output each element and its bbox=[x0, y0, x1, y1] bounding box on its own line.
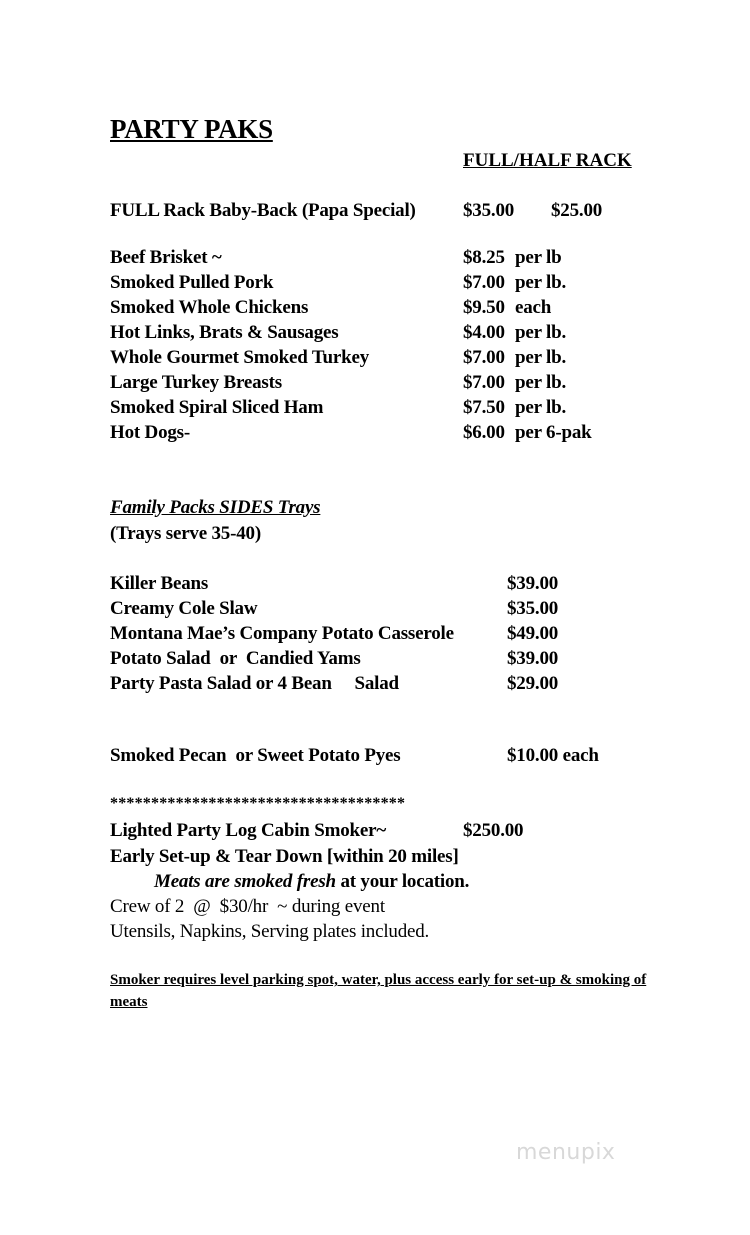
side-name: Party Pasta Salad or 4 Bean Salad bbox=[110, 673, 399, 694]
special-item-name: FULL Rack Baby-Back (Papa Special) bbox=[110, 200, 416, 221]
side-price: $39.00 bbox=[507, 573, 559, 594]
requirement-note: Smoker requires level parking spot, water, plus access early for set-up & smoking of meats bbox=[110, 972, 647, 1010]
meat-price: $7.00 bbox=[463, 272, 505, 293]
side-name: Potato Salad or Candied Yams bbox=[110, 648, 361, 669]
pyes-name: Smoked Pecan or Sweet Potato Pyes bbox=[110, 745, 401, 766]
fresh-line bbox=[154, 871, 469, 893]
side-name: Montana Mae’s Company Potato Casserole bbox=[110, 623, 454, 644]
meat-price: $7.00 bbox=[463, 372, 505, 393]
meat-price: $4.00 bbox=[463, 322, 505, 343]
meat-unit: per lb. bbox=[515, 397, 567, 418]
side-name: Creamy Cole Slaw bbox=[110, 598, 258, 619]
fresh-italic: Meats are smoked fresh bbox=[154, 871, 336, 892]
meat-price: $7.00 bbox=[463, 347, 505, 368]
meat-name: Smoked Whole Chickens bbox=[110, 297, 309, 318]
side-price: $35.00 bbox=[507, 598, 559, 619]
meat-name: Beef Brisket ~ bbox=[110, 247, 222, 268]
crew-line: Crew of 2 @ $30/hr ~ during event bbox=[110, 896, 385, 917]
pyes-price: $10.00 each bbox=[507, 745, 599, 766]
meat-unit: per lb bbox=[515, 247, 562, 268]
fresh-rest: at your location. bbox=[335, 871, 470, 892]
family-packs-heading: Family Packs SIDES Trays bbox=[110, 497, 321, 518]
watermark: menupix bbox=[516, 1140, 616, 1165]
side-price: $39.00 bbox=[507, 648, 559, 669]
special-half-price: $25.00 bbox=[551, 200, 603, 221]
meat-unit: per 6-pak bbox=[515, 422, 592, 443]
side-price: $49.00 bbox=[507, 623, 559, 644]
side-name: Killer Beans bbox=[110, 573, 209, 594]
meat-price: $6.00 bbox=[463, 422, 505, 443]
meat-name: Large Turkey Breasts bbox=[110, 372, 282, 393]
meat-price: $7.50 bbox=[463, 397, 505, 418]
meat-name: Smoked Pulled Pork bbox=[110, 272, 274, 293]
page-title: PARTY PAKS bbox=[110, 114, 273, 144]
setup-line: Early Set-up & Tear Down [within 20 miles] bbox=[110, 846, 459, 867]
meat-name: Whole Gourmet Smoked Turkey bbox=[110, 347, 370, 368]
meat-unit: per lb. bbox=[515, 272, 567, 293]
meat-name: Hot Links, Brats & Sausages bbox=[110, 322, 339, 343]
meat-name: Smoked Spiral Sliced Ham bbox=[110, 397, 324, 418]
trays-serve-note: (Trays serve 35-40) bbox=[110, 523, 261, 544]
rack-column-header: FULL/HALF RACK bbox=[463, 150, 632, 171]
meat-name: Hot Dogs- bbox=[110, 422, 190, 443]
smoker-name: Lighted Party Log Cabin Smoker~ bbox=[110, 820, 387, 841]
meat-unit: per lb. bbox=[515, 372, 567, 393]
meat-unit: per lb. bbox=[515, 347, 567, 368]
meat-unit: each bbox=[515, 297, 552, 318]
utensils-line: Utensils, Napkins, Serving plates included. bbox=[110, 921, 430, 942]
meat-unit: per lb. bbox=[515, 322, 567, 343]
divider-asterisks: ************************************ bbox=[110, 795, 406, 812]
smoker-price: $250.00 bbox=[463, 820, 524, 841]
side-price: $29.00 bbox=[507, 673, 559, 694]
meat-price: $9.50 bbox=[463, 297, 505, 318]
meat-price: $8.25 bbox=[463, 247, 505, 268]
special-full-price: $35.00 bbox=[463, 200, 515, 221]
